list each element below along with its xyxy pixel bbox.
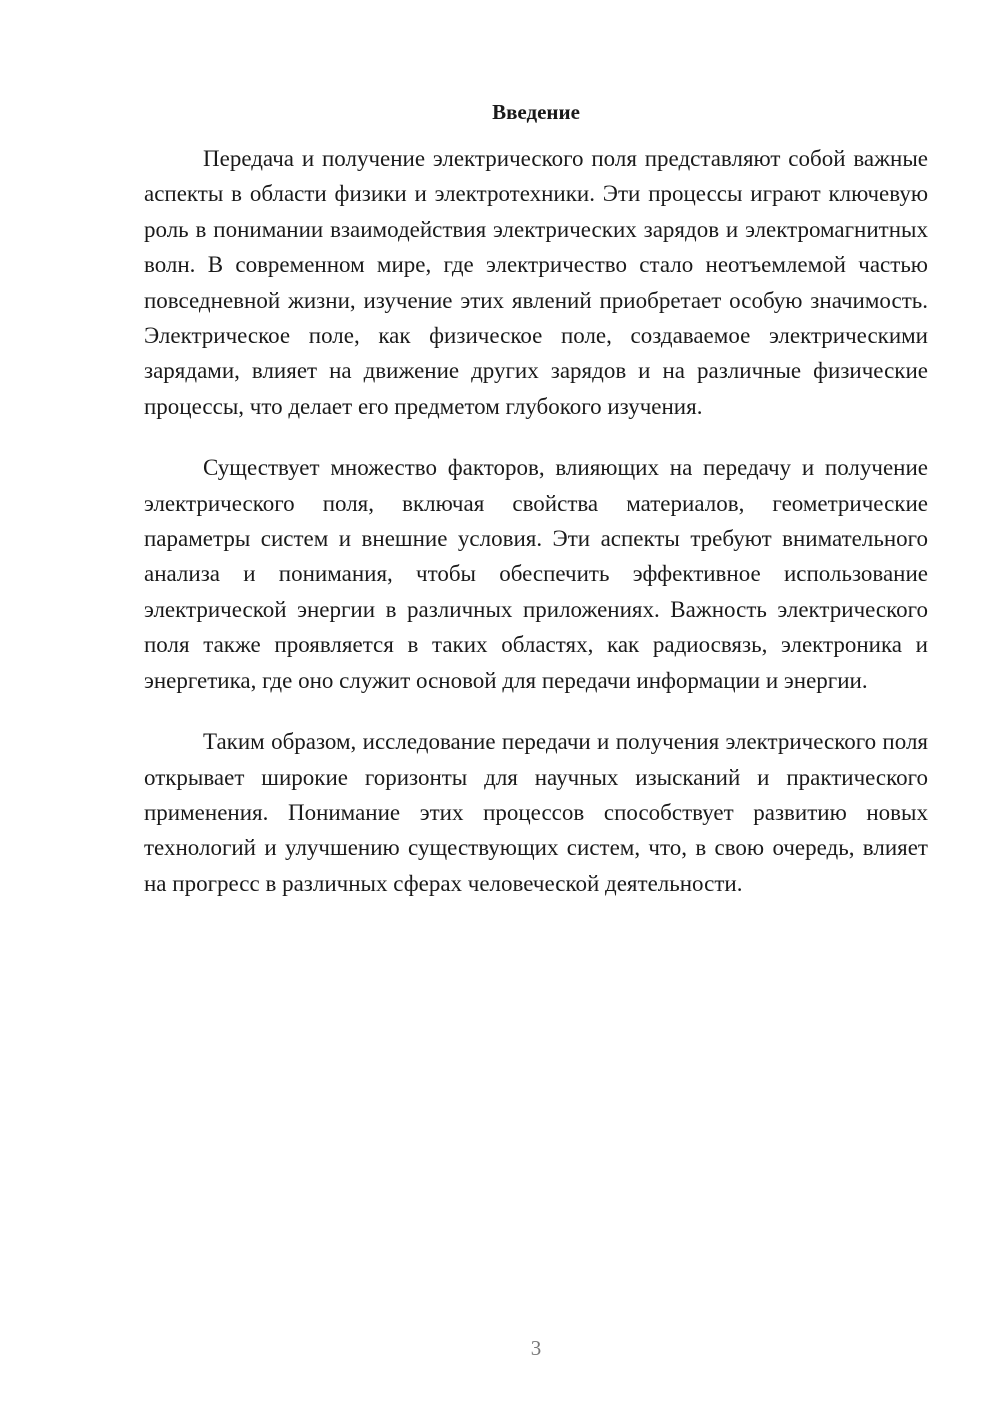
- body-text: [144, 141, 928, 927]
- section-heading: Введение: [492, 100, 580, 124]
- page-number: 3: [530, 1336, 542, 1360]
- paragraph-2: Существует множество факторов, влияющих на передачу и получение электрического поля, включая свойства материалов, геометрические параметры систем и внешние условия. Эти аспекты требуют внимательного анализа и понимания, чтобы обеспечить эффективное использование электрической энергии в различных приложениях. Важность электрического поля также проявляется в таких областях, как радиосвязь, электроника и энергетика, где оно служит основой для передачи информации и энергии.: [144, 455, 928, 693]
- paragraph-1: Передача и получение электрического поля представляют собой важные аспекты в области физики и электротехники. Эти процессы играют ключевую роль в понимании взаимодействия электрических зарядов и электромагнитных волн. В современном мире, где электричество стало неотъемлемой частью повседневной жизни, изучение этих явлений приобретает особую значимость. Электрическое поле, как физическое поле, создаваемое электрическими зарядами, влияет на движение других зарядов и на различные физические процессы, что делает его предметом глубокого изучения.: [144, 146, 928, 419]
- paragraph-3: Таким образом, исследование передачи и получения электрического поля открывает широкие горизонты для научных изысканий и практического применения. Понимание этих процессов способствует развитию новых технологий и улучшению существующих систем, что, в свою очередь, влияет на прогресс в различных сферах человеческой деятельности.: [144, 729, 928, 896]
